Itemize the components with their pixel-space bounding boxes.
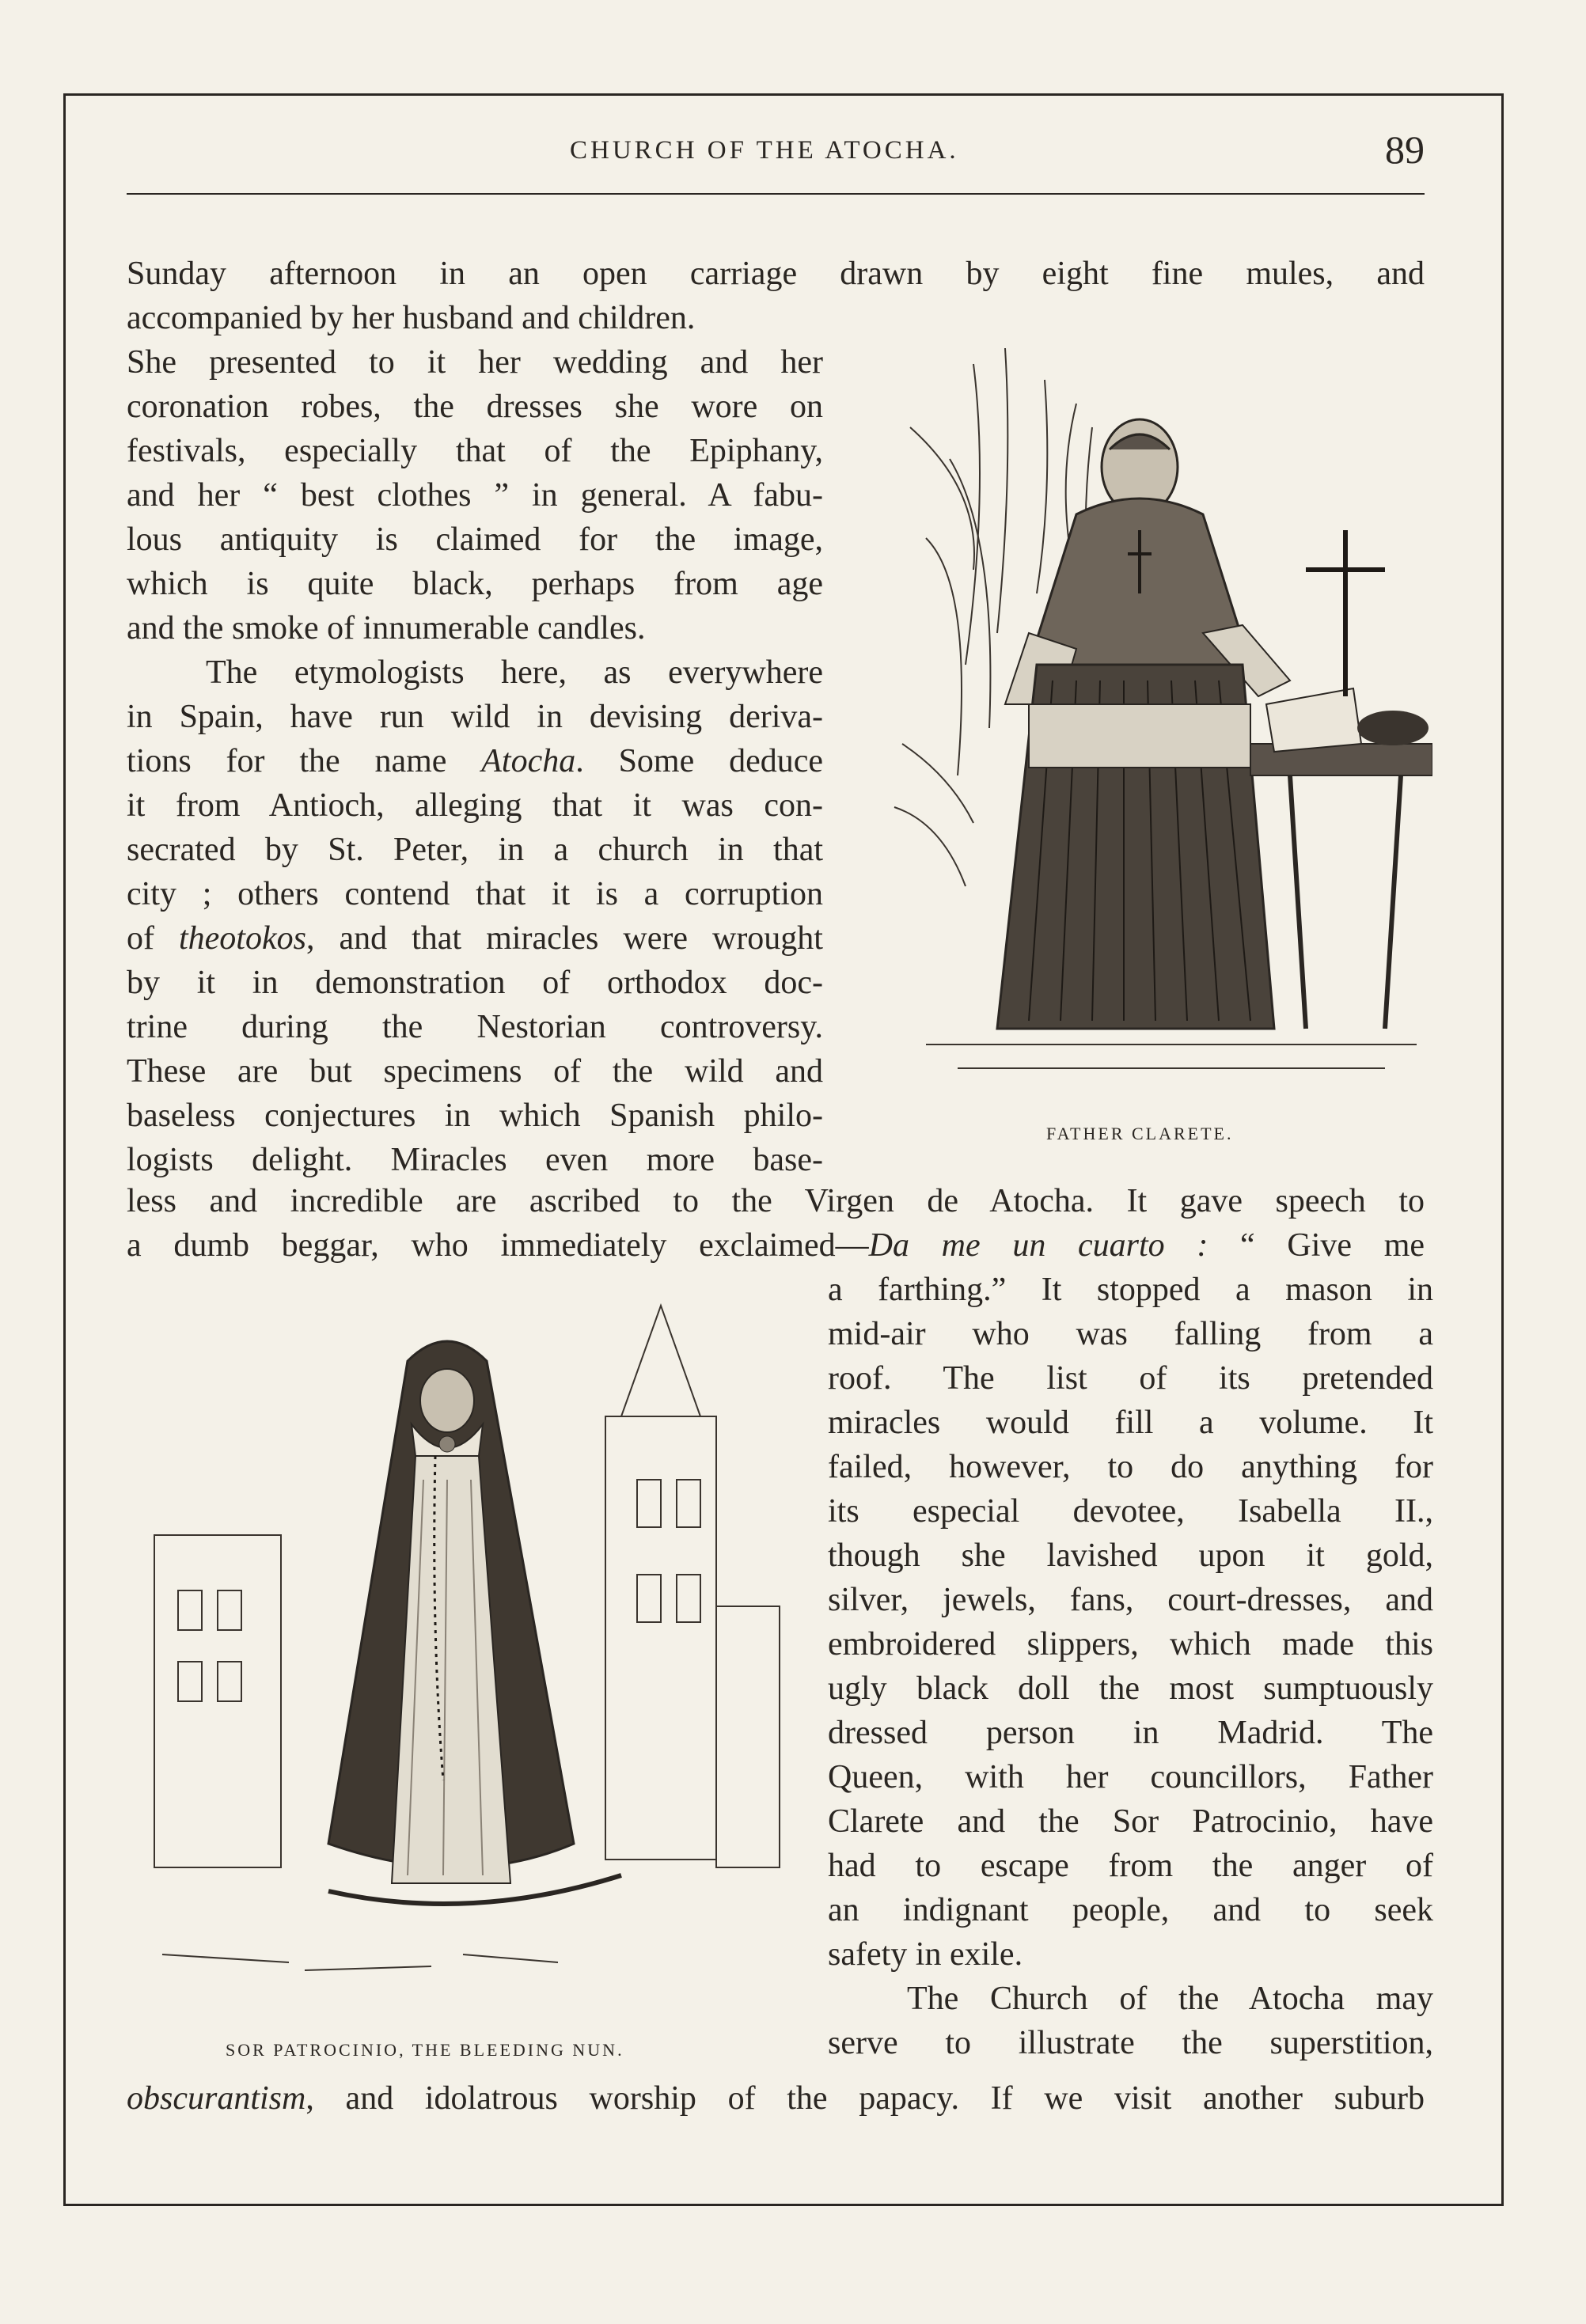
text-block-bottom	[127, 2076, 1425, 2121]
text-line: which is quite black, perhaps from age	[127, 566, 823, 602]
text-line: and her “ best clothes ” in general. A fabu-	[127, 477, 823, 514]
text-line: a farthing.” It stopped a mason in	[828, 1272, 1433, 1308]
text-line: had to escape from the anger of	[828, 1848, 1433, 1884]
sor-patrocinio-engraving	[131, 1274, 795, 2010]
text-line: its especial devotee, Isabella II.,	[828, 1493, 1433, 1530]
text-line: silver, jewels, fans, court-dresses, and	[828, 1582, 1433, 1618]
text-line: Clarete and the Sor Patrocinio, have	[828, 1803, 1433, 1840]
text-line: of theotokos, and that miracles were wrought	[127, 920, 823, 957]
text-line: lous antiquity is claimed for the image,	[127, 521, 823, 558]
text-line: tions for the name Atocha. Some deduce	[127, 743, 823, 779]
text-line: Sunday afternoon in an open carriage drawn by eight fine mules, and	[127, 256, 1425, 292]
text-line: coronation robes, the dresses she wore on	[127, 389, 823, 425]
text-line: Queen, with her councillors, Father	[828, 1759, 1433, 1795]
text-line: and the smoke of innumerable candles.	[127, 610, 646, 646]
text-block-top	[127, 252, 1425, 296]
text-line: roof. The list of its pretended	[828, 1360, 1433, 1397]
text-line: a dumb beggar, who immediately exclaimed—Da me un cuarto : “ Give me	[127, 1227, 1425, 1264]
italic-da-me-un-cuarto: Da me un cuarto :	[868, 1227, 1208, 1264]
text-line: by it in demonstration of orthodox doc-	[127, 965, 823, 1001]
page-number: 89	[1385, 127, 1425, 172]
caption-sor-patrocinio: SOR PATROCINIO, THE BLEEDING NUN.	[226, 2040, 624, 2060]
caption-father-clarete: FATHER CLARETE.	[1046, 1124, 1234, 1143]
text-block-full-width	[127, 1179, 1425, 1268]
text-line: logists delight. Miracles even more base-	[127, 1142, 823, 1178]
text-line: safety in exile.	[828, 1936, 1023, 1973]
text-line: embroidered slippers, which made this	[828, 1626, 1433, 1662]
header-rule	[127, 193, 1425, 195]
text-line: serve to illustrate the superstition,	[828, 2025, 1433, 2061]
italic-atocha: Atocha	[481, 743, 576, 779]
text-line: obscurantism, and idolatrous worship of the papacy. If we visit another suburb	[127, 2080, 1425, 2117]
text-line: mid-air who was falling from a	[828, 1316, 1433, 1352]
text-line: it from Antioch, alleging that it was con-	[127, 787, 823, 824]
running-head: CHURCH OF THE ATOCHA.	[570, 136, 959, 165]
text-line: baseless conjectures in which Spanish philo-	[127, 1098, 823, 1134]
text-block-left-column	[127, 296, 823, 1182]
text-line: an indignant people, and to seek	[828, 1892, 1433, 1928]
text-line: secrated by St. Peter, in a church in that	[127, 832, 823, 868]
text-line: The Church of the Atocha may	[907, 1981, 1433, 2017]
text-line: These are but specimens of the wild and	[127, 1053, 823, 1090]
text-line: dressed person in Madrid. The	[828, 1715, 1433, 1751]
text-block-right-column	[828, 1268, 1433, 2065]
text-line: The etymologists here, as everywhere	[206, 654, 823, 691]
text-line: less and incredible are ascribed to the Virgen de Atocha. It gave speech to	[127, 1183, 1425, 1219]
italic-theotokos: theotokos	[179, 920, 306, 957]
text-line: failed, however, to do anything for	[828, 1449, 1433, 1485]
text-line: though she lavished upon it gold,	[828, 1537, 1433, 1574]
text-line: trine during the Nestorian controversy.	[127, 1009, 823, 1045]
italic-obscurantism: obscurantism	[127, 2080, 306, 2117]
father-clarete-engraving	[878, 332, 1432, 1092]
text-line: miracles would fill a volume. It	[828, 1405, 1433, 1441]
page-header	[127, 127, 1425, 190]
text-line: in Spain, have run wild in devising deriva-	[127, 699, 823, 735]
text-line: She presented to it her wedding and her	[127, 344, 823, 381]
text-line: festivals, especially that of the Epiphany,	[127, 433, 823, 469]
text-line: ugly black doll the most sumptuously	[828, 1670, 1433, 1707]
text-line: accompanied by her husband and children.	[127, 300, 696, 336]
text-line: city ; others contend that it is a corruption	[127, 876, 823, 912]
